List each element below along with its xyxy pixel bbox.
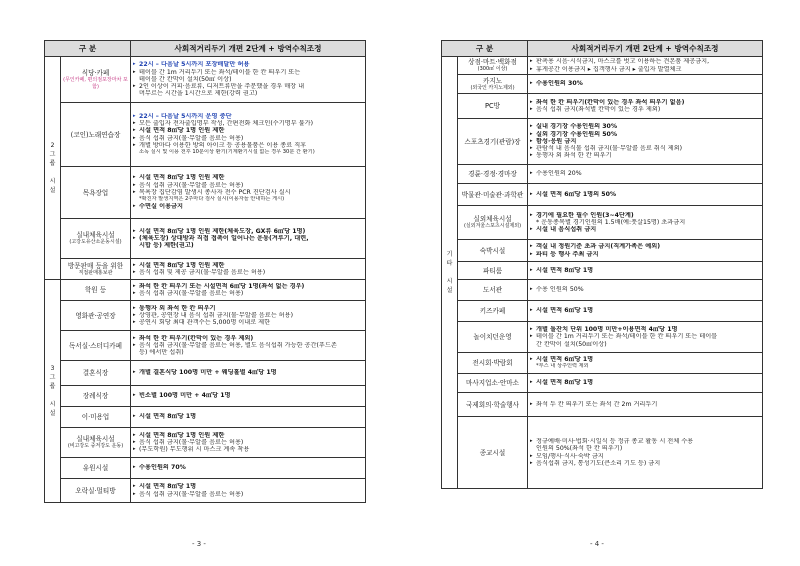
rule-line: ▸ 객실 내 정원기준 초과 금지(직계가족은 예외) bbox=[530, 243, 760, 250]
facility-cell bbox=[458, 393, 528, 417]
facility-cell bbox=[458, 184, 528, 206]
rule-line: ▸ 동행자 외 좌석 한 칸 띄우기 bbox=[133, 305, 363, 312]
table-row bbox=[45, 458, 366, 479]
rule-line: ▸ 수면실 이용금지 bbox=[133, 203, 363, 210]
rule-line: 소독 실시 및 이용 전후 10분이상 환기(기계환기시설 없는 경우 30분 간 환기) bbox=[139, 149, 315, 156]
rule-line: 시합 등) 제한(권고) bbox=[139, 242, 194, 250]
rule-line: ▸ 음식 섭취 금지(물·무알콜 음료는 허용) bbox=[133, 491, 363, 498]
group-label bbox=[45, 280, 61, 503]
rule-line: 머무르는 시간을 1시간으로 제한(강력 권고) bbox=[139, 90, 258, 98]
facility-cell bbox=[458, 57, 528, 75]
table-row bbox=[45, 331, 366, 361]
facility-cell bbox=[61, 103, 131, 167]
group-label-char: 그 bbox=[49, 151, 56, 158]
rule-line: ▸ 음식 섭취 금지(좌석별 칸막이 있는 경우 제외) bbox=[530, 106, 760, 113]
rule-line: ▸ 시설 면적 6㎡당 1명 bbox=[530, 307, 760, 314]
table-row bbox=[442, 240, 763, 262]
group-label bbox=[442, 57, 458, 489]
facility-subtitle: (외국인 카지노제외) bbox=[470, 84, 515, 91]
rule-line: ▸ 상영관, 공연장 내 음식 섭취 금지(물·무알콜 음료는 허용) bbox=[133, 312, 363, 319]
table-row bbox=[442, 165, 763, 184]
table-row bbox=[45, 280, 366, 301]
rule-line: ▸ 경기에 필요한 필수 인원(3~4단계) bbox=[530, 212, 760, 219]
rule-line: ▸ 시설 면적 8㎡당 1명 인원 제한 bbox=[133, 174, 363, 181]
group-label-char: 설 bbox=[49, 187, 56, 194]
table-row bbox=[45, 301, 366, 331]
facility-name: 스포츠경기(관람)장 bbox=[464, 137, 521, 146]
rules-cell bbox=[131, 301, 366, 331]
facility-cell bbox=[458, 280, 528, 301]
rule-line: ▸ 수용인원의 30% bbox=[530, 80, 760, 87]
facility-cell bbox=[458, 417, 528, 489]
table-row bbox=[442, 417, 763, 489]
rule-line: ▸ 개별 방마다 이용한 방의 아이크 등 공용물품은 이용 종료 직후 bbox=[133, 142, 363, 149]
facility-cell bbox=[458, 353, 528, 374]
facility-cell bbox=[458, 301, 528, 322]
rule-line: ▸ 수용인원의 20% bbox=[530, 170, 760, 177]
table-row bbox=[442, 262, 763, 280]
rule-line: ▸ 음식 섭취 금지(물·무알콜 음료는 허용) bbox=[133, 439, 363, 446]
rules-cell bbox=[131, 57, 366, 103]
table-row bbox=[45, 259, 366, 280]
table-row bbox=[442, 353, 763, 374]
group-label-char bbox=[442, 268, 457, 277]
table-row bbox=[45, 407, 366, 428]
facility-name: 오락실·멀티방 bbox=[75, 486, 116, 495]
table-row bbox=[442, 206, 763, 240]
rule-line: 간 칸막이 설치(50㎡이상) bbox=[536, 340, 607, 348]
rules-cell bbox=[131, 458, 366, 479]
rules-cell bbox=[528, 206, 763, 240]
table-row bbox=[442, 322, 763, 353]
group-label-char: 시 bbox=[49, 401, 56, 408]
table-row bbox=[442, 75, 763, 94]
facility-name: 상점·마트·백화점 bbox=[468, 58, 517, 66]
facility-name: 도서관 bbox=[482, 286, 503, 294]
rules-cell bbox=[528, 165, 763, 184]
group-label-char: 시 bbox=[446, 278, 453, 285]
group-label-char: 기 bbox=[446, 251, 453, 258]
rules-cell bbox=[528, 301, 763, 322]
facility-name: 파티룸 bbox=[482, 266, 503, 275]
table-row bbox=[442, 184, 763, 206]
rules-table-right bbox=[441, 40, 763, 489]
rule-line: ▸ 음식 섭취 금지(물·무알콜 음료는 허용) bbox=[133, 182, 363, 189]
rule-line: ▸ 시설 면적 8㎡당 1명 인원 제한 bbox=[133, 432, 363, 439]
rule-line: ▸ 파티 등 행사 주최 금지 bbox=[530, 251, 760, 258]
rules-cell bbox=[528, 262, 763, 280]
rules-cell bbox=[528, 184, 763, 206]
group-label-char: 룹 bbox=[49, 160, 56, 167]
rules-cell bbox=[131, 407, 366, 428]
rule-line: ▸ 실내 경기장 수용인원의 30% bbox=[530, 123, 760, 130]
rules-cell bbox=[528, 417, 763, 489]
rules-cell bbox=[131, 103, 366, 167]
rule-line: ▸ 목욕장 집단감염 발생시 종사자 전수 PCR 진단검사 실시 bbox=[133, 189, 363, 196]
rule-line: 등) 에서만 섭취) bbox=[139, 349, 184, 357]
facility-name: 키즈카페 bbox=[479, 307, 506, 315]
rules-cell bbox=[528, 280, 763, 301]
rule-line: ▸ 음식 섭취 및 제공 금지(물·무알콜 음료는 허용) bbox=[133, 269, 363, 276]
rules-cell bbox=[528, 322, 763, 353]
table-row bbox=[442, 280, 763, 301]
rule-line: ▸ 개별 돌잔치 단위 100명 미만+이용면적 4㎡당 1명 bbox=[530, 326, 760, 333]
rules-cell bbox=[528, 94, 763, 119]
rule-line: ▸ 좌석 한 칸 띄우기 또는 시설면적 6㎡당 1명(좌석 없는 경우) bbox=[133, 283, 363, 290]
rules-cell bbox=[528, 374, 763, 393]
rule-line: ▸ 좌석 두 칸 띄우기 또는 좌석 간 2m 거리두기 bbox=[530, 401, 760, 408]
header-category: 구 분 bbox=[45, 41, 131, 57]
rule-line: ▸ 음식 섭취 금지(물·무알콜 음료는 허용) bbox=[133, 135, 363, 142]
rule-line: ▸ 모든 출입자 전자출입명부 작성, 간편전화 체크인(수기명부 불가) bbox=[133, 120, 363, 127]
facility-cell bbox=[61, 407, 131, 428]
facility-cell bbox=[458, 374, 528, 393]
facility-name: 유원시설 bbox=[82, 464, 109, 472]
facility-name: 놀이치던운영 bbox=[473, 333, 512, 341]
rule-line: 테이블 간 칸막이 설치(50㎡ 이상) bbox=[139, 75, 232, 83]
table-row bbox=[442, 374, 763, 393]
table-row bbox=[45, 479, 366, 503]
rules-cell bbox=[131, 479, 366, 503]
facility-name: 박물관·미술관·과학관 bbox=[461, 190, 524, 199]
header-rules: 사회적거리두기 개편 2단계 + 방역수칙조정 bbox=[528, 41, 763, 57]
rule-line: ▸ 시설 면적 8㎡당 1명 bbox=[530, 379, 760, 386]
rule-line: ▸ 시설 면적 6㎡당 1명 bbox=[530, 356, 760, 363]
group-label-char: 그 bbox=[49, 374, 56, 381]
group-label bbox=[45, 57, 61, 280]
rules-table-left bbox=[44, 40, 366, 503]
rule-line: ▸ (무도학원) 무도행위 시 마스크 계속 착용 bbox=[133, 446, 363, 453]
rules-cell bbox=[131, 361, 366, 386]
rule-line: ▸ 동행자 외 좌석 한 칸 띄우기 bbox=[530, 152, 760, 159]
rules-cell bbox=[131, 167, 366, 219]
facility-subtitle: (무인카페, 편의점포장마차 포함) bbox=[63, 76, 128, 90]
facility-cell bbox=[458, 94, 528, 119]
rule-line: 인원의 50%(좌석 한 칸 띄우기) bbox=[536, 445, 623, 453]
group-label-char: 룹 bbox=[49, 383, 56, 390]
rule-line: ▸ 휴게공간 이용금지 ▸ 집객행사 금지 ▸ 출입자 발열체크 bbox=[530, 66, 760, 73]
facility-cell bbox=[61, 219, 131, 259]
facility-name: 종교시설 bbox=[479, 448, 506, 457]
rule-line: ▸ (체육도장) 상대방과 직접 접촉이 일어나는 운동(겨루기, 대련, bbox=[133, 235, 363, 242]
rules-cell bbox=[131, 219, 366, 259]
group-label-char: 3 bbox=[50, 365, 55, 372]
rule-line: ▸ 시설 면적 8㎡당 1명 bbox=[530, 267, 760, 274]
rule-line: ▸ 시설 면적 8㎡당 1명 인원 제한(체육도장, GX류 6㎡당 1명) bbox=[133, 228, 363, 235]
table-header bbox=[442, 41, 763, 57]
rule-line: ▸ 실외 경기장 수용인원의 50% bbox=[530, 131, 760, 138]
facility-name: 실외체육시설 bbox=[473, 215, 512, 223]
facility-name: 전시회·박람회 bbox=[472, 359, 513, 367]
rule-line: ▸ 정규예배·미사·법회·시일식 등 정규 종교 활동 시 전체 수용 bbox=[530, 438, 760, 445]
rule-line: ▸ 공연시 회당 최대 관객수는 5,000명 이내로 제한 bbox=[133, 319, 363, 326]
facility-name: 이·미용업 bbox=[81, 413, 110, 421]
rule-line: ▸ 시설 면적 8㎡당 1명 bbox=[133, 483, 363, 490]
rules-cell bbox=[131, 386, 366, 407]
facility-subtitle: (비고강도 중저강도 운동) bbox=[67, 443, 124, 449]
rule-line: ▸ 시설 내 음식섭취 금지 bbox=[530, 226, 760, 233]
rules-cell bbox=[528, 353, 763, 374]
rules-cell bbox=[528, 393, 763, 417]
facility-name: 실내체육시설 bbox=[76, 435, 115, 443]
rule-line: ▸ 시설 면적 8㎡당 1명 인원 제한 bbox=[133, 127, 363, 134]
facility-cell bbox=[61, 479, 131, 503]
facility-cell bbox=[458, 240, 528, 262]
rule-line: ▸ 시설 면적 8㎡당 1명 bbox=[133, 413, 363, 420]
group-label-char: 시 bbox=[49, 178, 56, 185]
header-category: 구 분 bbox=[442, 41, 528, 57]
rule-line: ▸ 수용인원의 70% bbox=[133, 464, 363, 471]
rule-line: ▸ 개별 결혼식당 100명 미만 + 웨딩홀별 4㎡당 1명 bbox=[133, 369, 363, 376]
group-label-char: 2 bbox=[50, 142, 55, 149]
table-row bbox=[45, 386, 366, 407]
rule-line: ▸ 22시 – 다음날 5시까지 포장배달만 허용 bbox=[133, 61, 363, 68]
table-row bbox=[45, 167, 366, 219]
rule-line: ▸ 테이블 간 1m 거리두기 또는 좌석/테이블 한 칸 띄우기 또는 bbox=[133, 69, 363, 76]
group-label-char: 설 bbox=[49, 410, 56, 417]
page-right bbox=[441, 40, 763, 489]
page-number-right: - 4 - bbox=[590, 540, 604, 548]
table-row bbox=[45, 57, 366, 103]
rule-line: ▸ 음식 섭취 금지(물·무알콜 음료는 허용) bbox=[133, 290, 363, 297]
rule-line: ▸ 수용 인원의 50% bbox=[530, 286, 760, 293]
group-label-char: 타 bbox=[446, 260, 453, 267]
table-row bbox=[442, 119, 763, 165]
facility-cell bbox=[458, 206, 528, 240]
facility-cell bbox=[61, 386, 131, 407]
rule-line: ▸ 음식 섭취 금지(물·무알콜 음료는 허용, 별도 음식섭취 가능한 공간(푸드존 bbox=[133, 342, 363, 349]
rule-line: ▸ 22시 – 다음날 5시까지 운영 중단 bbox=[133, 113, 363, 120]
facility-name: 독서실·스터디카페 bbox=[68, 341, 123, 350]
facility-cell bbox=[458, 165, 528, 184]
facility-name: 목욕장업 bbox=[82, 188, 109, 197]
facility-cell bbox=[61, 259, 131, 280]
facility-cell bbox=[61, 361, 131, 386]
facility-cell bbox=[61, 301, 131, 331]
rule-line: *확진자 발생지역은 2주마다 검사 실시(이용자들 안내하는 게시) bbox=[139, 196, 285, 203]
rule-line: ▸ 음식섭취 금지, 통성기도(큰소리 기도 등) 금지 bbox=[530, 460, 760, 467]
rule-line: ▸ 빈소별 100명 미만 + 4㎡당 1명 bbox=[133, 392, 363, 399]
rules-cell bbox=[131, 280, 366, 301]
facility-name: 실내체육시설 bbox=[76, 231, 115, 239]
rules-cell bbox=[528, 119, 763, 165]
group-label-char bbox=[45, 391, 60, 400]
rule-line: ▸ 모임/행사·식사·숙박 금지 bbox=[530, 453, 760, 460]
rule-line: ▸ 2인 이상이 커피·음료류, 디저트류만을 주문했을 경우 매장 내 bbox=[133, 83, 363, 90]
facility-cell bbox=[61, 331, 131, 361]
rule-line: * 운동종목별 경기인원의 1.5배(예:풋살15명) 초과금지 bbox=[536, 218, 686, 226]
rules-cell bbox=[528, 75, 763, 94]
page-left bbox=[44, 40, 366, 503]
rule-line: ▸ 좌석 한 칸 띄우기(칸막이 있는 경우 제외) bbox=[133, 335, 363, 342]
rules-cell bbox=[131, 331, 366, 361]
header-rules: 사회적거리두기 개편 2단계 + 방역수칙조정 bbox=[131, 41, 366, 57]
rule-line: ▸ 시설 면적 6㎡당 1명의 50% bbox=[530, 191, 760, 198]
facility-name: 국제회의·학술행사 bbox=[465, 400, 520, 409]
rules-cell bbox=[528, 57, 763, 75]
facility-cell bbox=[458, 322, 528, 353]
table-row bbox=[442, 393, 763, 417]
facility-cell bbox=[61, 57, 131, 103]
facility-name: PC방 bbox=[485, 102, 500, 110]
facility-name: 경륜·경정·경마장 bbox=[468, 170, 517, 178]
rules-cell bbox=[131, 428, 366, 458]
table-row bbox=[45, 428, 366, 458]
facility-name: 식당·카페 bbox=[81, 68, 110, 77]
facility-name: 카지노 bbox=[482, 76, 503, 85]
facility-cell bbox=[61, 458, 131, 479]
rules-cell bbox=[131, 259, 366, 280]
facility-name: (코인)노래연습장 bbox=[70, 130, 121, 139]
facility-cell bbox=[458, 262, 528, 280]
facility-subtitle: (실외겨울스포츠시설제외) bbox=[463, 223, 522, 229]
table-row bbox=[45, 103, 366, 167]
facility-cell bbox=[61, 280, 131, 301]
table-row bbox=[442, 301, 763, 322]
group-label-char bbox=[45, 168, 60, 177]
facility-cell bbox=[458, 75, 528, 94]
facility-name: 영화관·공연장 bbox=[75, 311, 116, 320]
facility-cell bbox=[61, 428, 131, 458]
facility-name: 장례식장 bbox=[82, 392, 109, 400]
rule-line: ▸ 좌석 한 칸 띄우기(칸막이 있는 경우 좌석 띄우기 없음) bbox=[530, 99, 760, 106]
table-row bbox=[45, 219, 366, 259]
rule-line: ▸ 판촉용 시음·시식금지, 마스크를 벗고 이용하는 견본품 제공금지, bbox=[530, 58, 760, 65]
rules-cell bbox=[528, 240, 763, 262]
page-number-left: - 3 - bbox=[192, 540, 206, 548]
facility-cell bbox=[458, 119, 528, 165]
rule-line: ▸ 테이블 간 1m 거리두기 또는 좌석/테이블 한 칸 띄우기 또는 테이블 bbox=[530, 333, 760, 340]
rule-line: *부스 내 상주인력 제외 bbox=[536, 363, 589, 369]
rule-line: ▸ 시설 면적 8㎡당 1명 인원 제한 bbox=[133, 262, 363, 269]
facility-subtitle: 직접판매홍보관 bbox=[78, 269, 113, 276]
facility-name: 방문판매 등을 위한 bbox=[67, 261, 124, 270]
rule-line: ▸ 관람석 내 음식물 섭취 금지(물·무알콜 음료 취식 제외) bbox=[530, 145, 760, 152]
group-label-char: 설 bbox=[446, 287, 453, 294]
table-row bbox=[442, 57, 763, 75]
facility-name: 마사지업소·안마소 bbox=[465, 379, 520, 387]
facility-cell bbox=[61, 167, 131, 219]
facility-subtitle: (300㎡ 이상) bbox=[477, 66, 508, 72]
facility-name: 결혼식장 bbox=[82, 369, 109, 377]
facility-name: 숙박시설 bbox=[479, 246, 506, 255]
facility-name: 학원 등 bbox=[84, 286, 107, 294]
facility-subtitle: (고강도유산소운동시설) bbox=[69, 239, 122, 245]
table-row bbox=[442, 94, 763, 119]
rule-line: ▸ 함성·응원 금지 bbox=[530, 138, 760, 145]
table-row bbox=[45, 361, 366, 386]
table-header bbox=[45, 41, 366, 57]
